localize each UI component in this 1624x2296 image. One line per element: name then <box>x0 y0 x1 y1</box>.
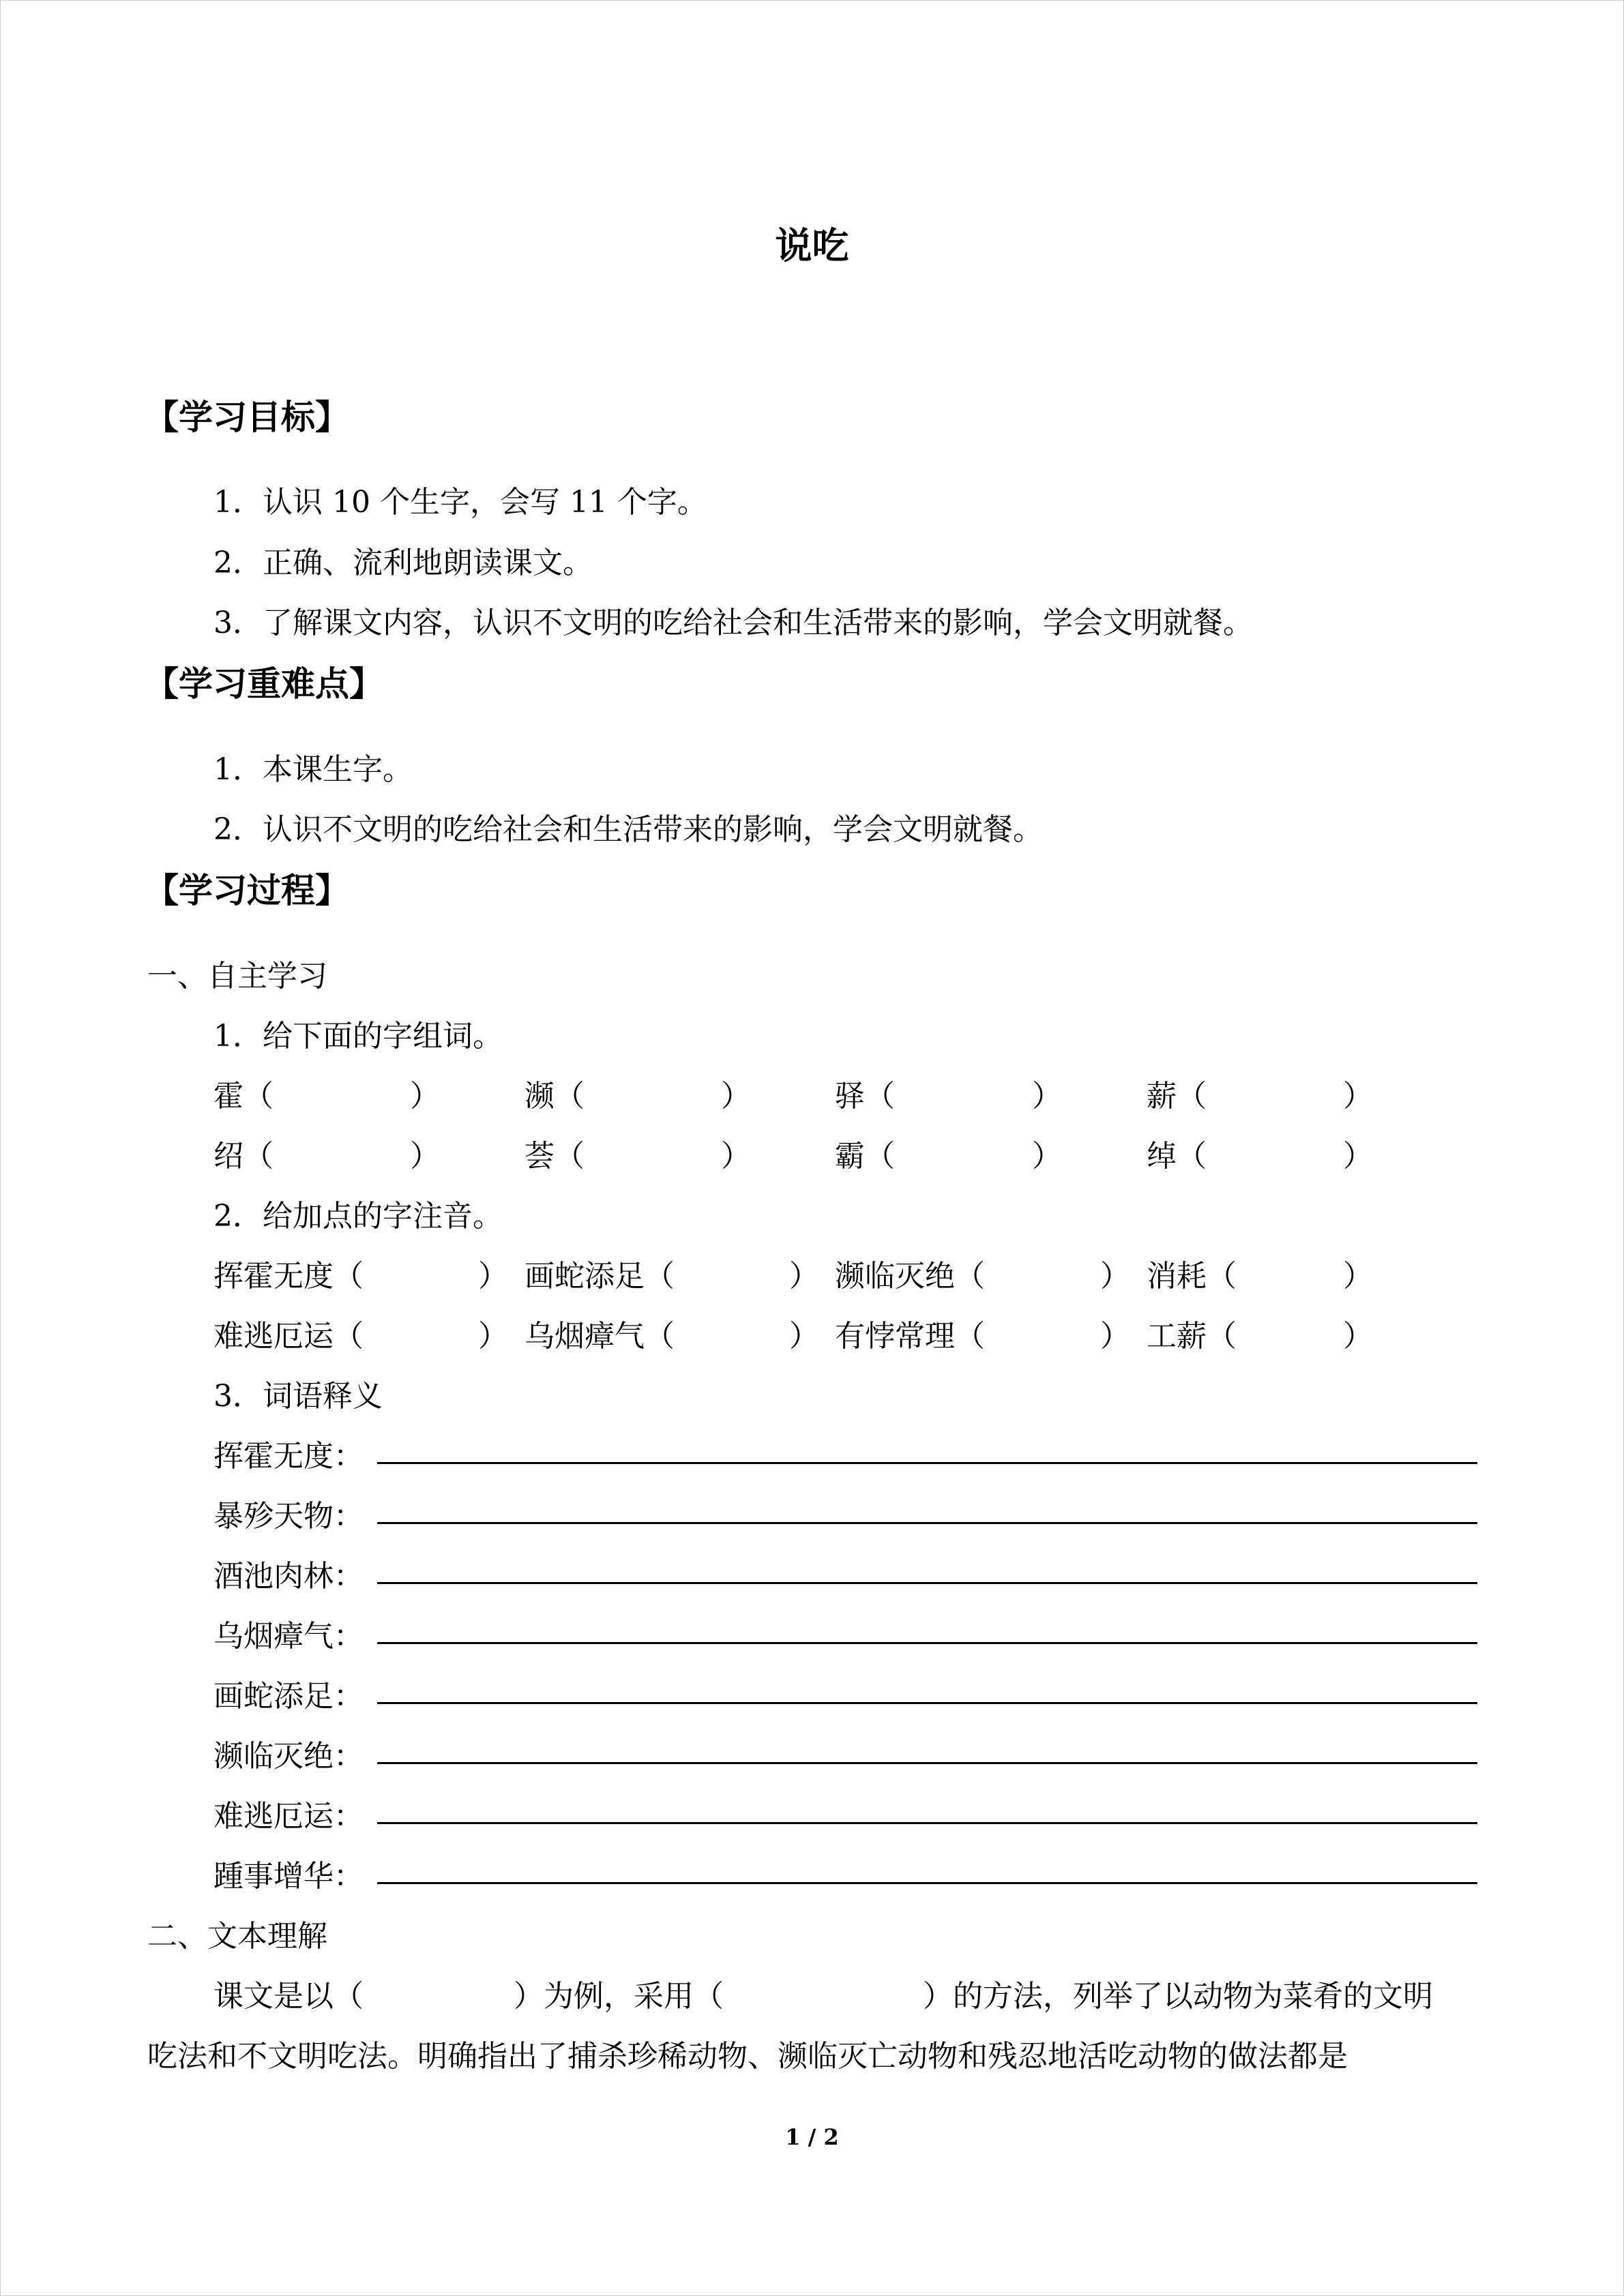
keypoint-item: 1．本课生字。 <box>213 752 413 787</box>
section-heading-process: 【学习过程】 <box>145 871 349 910</box>
pinyin-item: 画蛇添足（ <box>525 1259 675 1294</box>
paren-close: ） <box>721 1079 751 1114</box>
paren-close: ） <box>1032 1079 1062 1114</box>
answer-line[interactable] <box>377 1822 1477 1824</box>
pinyin-item: 难逃厄运（ <box>213 1319 364 1354</box>
definition-term: 踵事增华： <box>213 1859 364 1894</box>
paren-close: ） <box>1343 1139 1373 1174</box>
answer-line[interactable] <box>377 1702 1477 1704</box>
pinyin-item: 乌烟瘴气（ <box>525 1319 675 1354</box>
paren-close: ） <box>478 1319 508 1354</box>
definition-term: 画蛇添足： <box>213 1679 364 1714</box>
paren-close: ） <box>1343 1319 1373 1354</box>
definition-term: 酒池肉林： <box>213 1559 364 1594</box>
goal-item: 3．了解课文内容，认识不文明的吃给社会和生活带来的影响，学会文明就餐。 <box>213 606 1253 640</box>
word-group-item: 薪（ <box>1147 1079 1207 1114</box>
paren-close: ） <box>1032 1139 1062 1174</box>
pinyin-item: 濒临灭绝（ <box>835 1259 985 1294</box>
paren-close: ） <box>478 1259 508 1294</box>
section-heading-keypoints: 【学习重难点】 <box>145 664 383 704</box>
definition-term: 濒临灭绝： <box>213 1739 364 1774</box>
answer-line[interactable] <box>377 1522 1477 1524</box>
goal-item: 2．正确、流利地朗读课文。 <box>213 546 593 580</box>
q2-prompt: 2．给加点的字注音。 <box>213 1199 503 1234</box>
fill-text-a: 课文是以（ <box>213 1979 364 2014</box>
paren-close: ） <box>1100 1319 1130 1354</box>
page-title: 说吃 <box>775 224 849 267</box>
definition-term: 难逃厄运： <box>213 1799 364 1834</box>
answer-line[interactable] <box>377 1882 1477 1884</box>
answer-line[interactable] <box>377 1762 1477 1764</box>
keypoint-item: 2．认识不文明的吃给社会和生活带来的影响，学会文明就餐。 <box>213 812 1043 847</box>
part1-heading: 一、自主学习 <box>147 959 327 994</box>
answer-line[interactable] <box>377 1642 1477 1644</box>
section-heading-goals: 【学习目标】 <box>145 398 349 437</box>
definition-term: 暴殄天物： <box>213 1499 364 1534</box>
definition-term: 乌烟瘴气： <box>213 1619 364 1654</box>
goal-item: 1．认识 10 个生字，会写 11 个字。 <box>213 485 707 520</box>
paren-close: ） <box>721 1139 751 1174</box>
word-group-item: 濒（ <box>525 1079 585 1114</box>
q1-prompt: 1．给下面的字组词。 <box>213 1019 503 1054</box>
fill-text-b: ）为例，采用（ <box>514 1979 724 2014</box>
pinyin-item: 消耗（ <box>1147 1259 1237 1294</box>
paren-close: ） <box>410 1079 440 1114</box>
word-group-item: 绰（ <box>1147 1139 1207 1174</box>
definition-term: 挥霍无度： <box>213 1439 364 1474</box>
fill-text-c: ）的方法，列举了以动物为菜肴的文明 <box>923 1979 1433 2014</box>
word-group-item: 霍（ <box>213 1079 274 1114</box>
word-group-item: 驿（ <box>835 1079 895 1114</box>
word-group-item: 霸（ <box>835 1139 895 1174</box>
paragraph-line: 吃法和不文明吃法。明确指出了捕杀珍稀动物、濒临灭亡动物和残忍地活吃动物的做法都是 <box>147 2039 1348 2074</box>
paren-close: ） <box>789 1319 819 1354</box>
page-number: 1 / 2 <box>785 2124 839 2150</box>
paren-close: ） <box>1343 1259 1373 1294</box>
word-group-item: 荟（ <box>525 1139 585 1174</box>
word-group-item: 绍（ <box>213 1139 274 1174</box>
q3-prompt: 3．词语释义 <box>213 1379 383 1414</box>
pinyin-item: 有悖常理（ <box>835 1319 985 1354</box>
answer-line[interactable] <box>377 1462 1477 1464</box>
answer-line[interactable] <box>377 1582 1477 1584</box>
paren-close: ） <box>1100 1259 1130 1294</box>
part2-heading: 二、文本理解 <box>147 1919 327 1954</box>
paren-close: ） <box>1343 1079 1373 1114</box>
pinyin-item: 工薪（ <box>1147 1319 1237 1354</box>
paren-close: ） <box>789 1259 819 1294</box>
paren-close: ） <box>410 1139 440 1174</box>
pinyin-item: 挥霍无度（ <box>213 1259 364 1294</box>
